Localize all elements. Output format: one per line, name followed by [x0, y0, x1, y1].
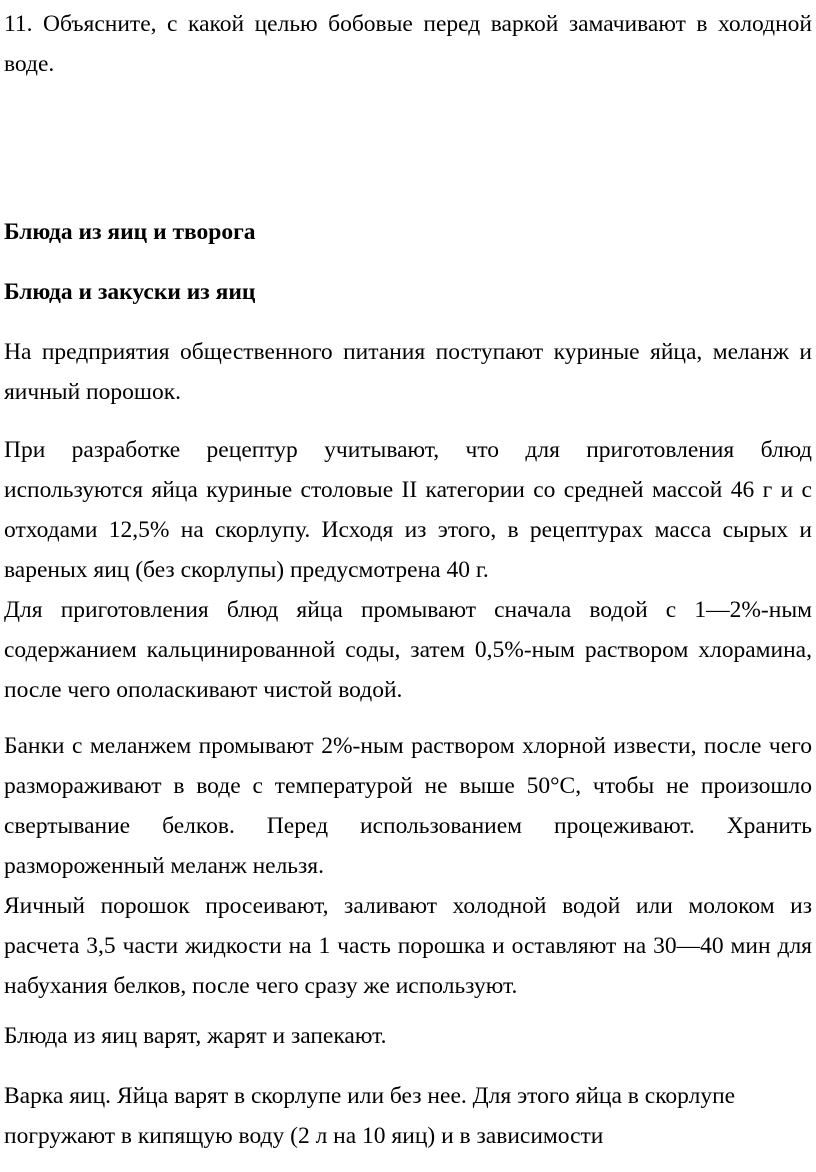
subsection-heading: Блюда и закуски из яиц [4, 279, 256, 305]
paragraph-melange: Банки с меланжем промывают 2%-ным раствором хлорной извести, после чего размораживают в воде с температурой не выше 50°С, чтобы не произошло свертывание белков. Перед использованием процеживают. Хранить размороженный меланж нельзя. [4, 733, 812, 879]
paragraph-washing: Для приготовления блюд яйца промывают сначала водой с 1—2%-ным содержанием кальцинированной соды, затем 0,5%-ным раствором хлорамина, после чего ополаскивают чистой водой. [4, 597, 812, 703]
paragraph-cooking-methods: Блюда из яиц варят, жарят и запекают. [4, 1023, 387, 1049]
paragraph-intake: На предприятия общественного питания поступают куриные яйца, меланж и яичный порошок. [4, 339, 812, 405]
section-heading: Блюда из яиц и творога [4, 219, 256, 245]
paragraph-boiling: Варка яиц. Яйца варят в скорлупе или без нее. Для этого яйца в скорлупе погружают в кипящую воду (2 л на 10 яиц) и в зависимости [4, 1083, 736, 1149]
paragraph-recipes: При разработке рецептур учитывают, что для приготовления блюд используются яйца куриные столовые II категории со средней массой 46 г и с отходами 12,5% на скорлупу. Исходя из этого, в рецептурах масса сырых и вареных яиц (без скорлупы) предусмотрена 40 г. [4, 437, 812, 583]
question-11: 11. Объясните, с какой целью бобовые перед варкой замачивают в холодной воде. [4, 11, 812, 77]
paragraph-egg-powder: Яичный порошок просеивают, заливают холодной водой или молоком из расчета 3,5 части жидкости на 1 часть порошка и оставляют на 30—40 мин для набухания белков, после чего сразу же используют. [4, 893, 812, 999]
